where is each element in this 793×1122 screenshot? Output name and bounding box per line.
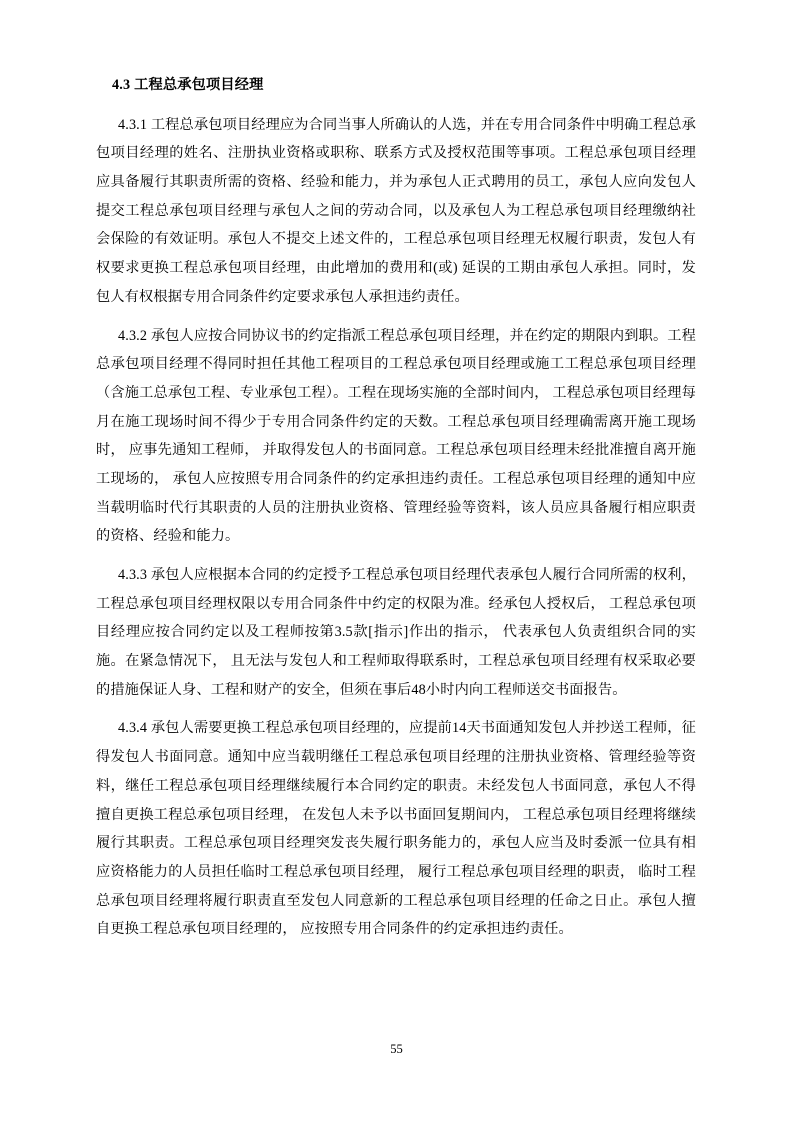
page-content xyxy=(96,74,696,944)
page-number: 55 xyxy=(390,1042,403,1056)
section-heading: 4.3 工程总承包项目经理 xyxy=(112,77,264,93)
clause-paragraph-4-3-1: 4.3.1 工程总承包项目经理应为合同当事人所确认的人选，并在专用合同条件中明确工程总承包项目经理的姓名、注册执业资格或职称、联系方式及授权范围等事项。工程总承包项目经理应具备履行其职责所需的资格、经验和能力，并为承包人正式聘用的员工，承包人应向发包人提交工程总承包项目经理与承包人之间的劳动合同，以及承包人为工程总承包项目经理缴纳社会保险的有效证明。承包人不提交上述文件的，工程总承包项目经理无权履行职责，发包人有权要求更换工程总承包项目经理，由此增加的费用和(或) 延误的工期由承包人承担。同时，发包人有权根据专用合同条件约定要求承包人承担违约责任。 xyxy=(96,116,696,305)
clause-paragraph-4-3-3: 4.3.3 承包人应根据本合同的约定授予工程总承包项目经理代表承包人履行合同所需的权利，工程总承包项目经理权限以专用合同条件中约定的权限为准。经承包人授权后， 工程总承包项目经理应按合同约定以及工程师按第3.5款[指示]作出的指示， 代表承包人负责组织合同的实施。在紧急情况下， 且无法与发包人和工程师取得联系时，工程总承包项目经理有权采取必要的措施保证人身、工程和财产的安全，但须在事后48小时内向工程师送交书面报告。 xyxy=(96,567,696,698)
clause-paragraph-4-3-4: 4.3.4 承包人需要更换工程总承包项目经理的，应提前14天书面通知发包人并抄送工程师，征得发包人书面同意。通知中应当载明继任工程总承包项目经理的注册执业资格、管理经验等资料，继任工程总承包项目经理继续履行本合同约定的职责。未经发包人书面同意，承包人不得擅自更换工程总承包项目经理， 在发包人未予以书面回复期间内， 工程总承包项目经理将继续履行其职责。工程总承包项目经理突发丧失履行职务能力的，承包人应当及时委派一位具有相应资格能力的人员担任临时工程总承包项目经理， 履行工程总承包项目经理的职责， 临时工程总承包项目经理将履行职责直至发包人同意新的工程总承包项目经理的任命之日止。承包人擅自更换工程总承包项目经理的， 应按照专用合同条件的约定承担违约责任。 xyxy=(96,720,696,938)
clause-paragraph-4-3-2: 4.3.2 承包人应按合同协议书的约定指派工程总承包项目经理，并在约定的期限内到职。工程总承包项目经理不得同时担任其他工程项目的工程总承包项目经理或施工工程总承包项目经理（含施工总承包工程、专业承包工程）。工程在现场实施的全部时间内， 工程总承包项目经理每月在施工现场时间不得少于专用合同条件约定的天数。工程总承包项目经理确需离开施工现场时， 应事先通知工程师， 并取得发包人的书面同意。工程总承包项目经理未经批准擅自离开施工现场的， 承包人应按照专用合同条件的约定承担违约责任。工程总承包项目经理的通知中应当载明临时代行其职责的人员的注册执业资格、管理经验等资料，该人员应具备履行相应职责的资格、经验和能力。 xyxy=(96,327,696,545)
